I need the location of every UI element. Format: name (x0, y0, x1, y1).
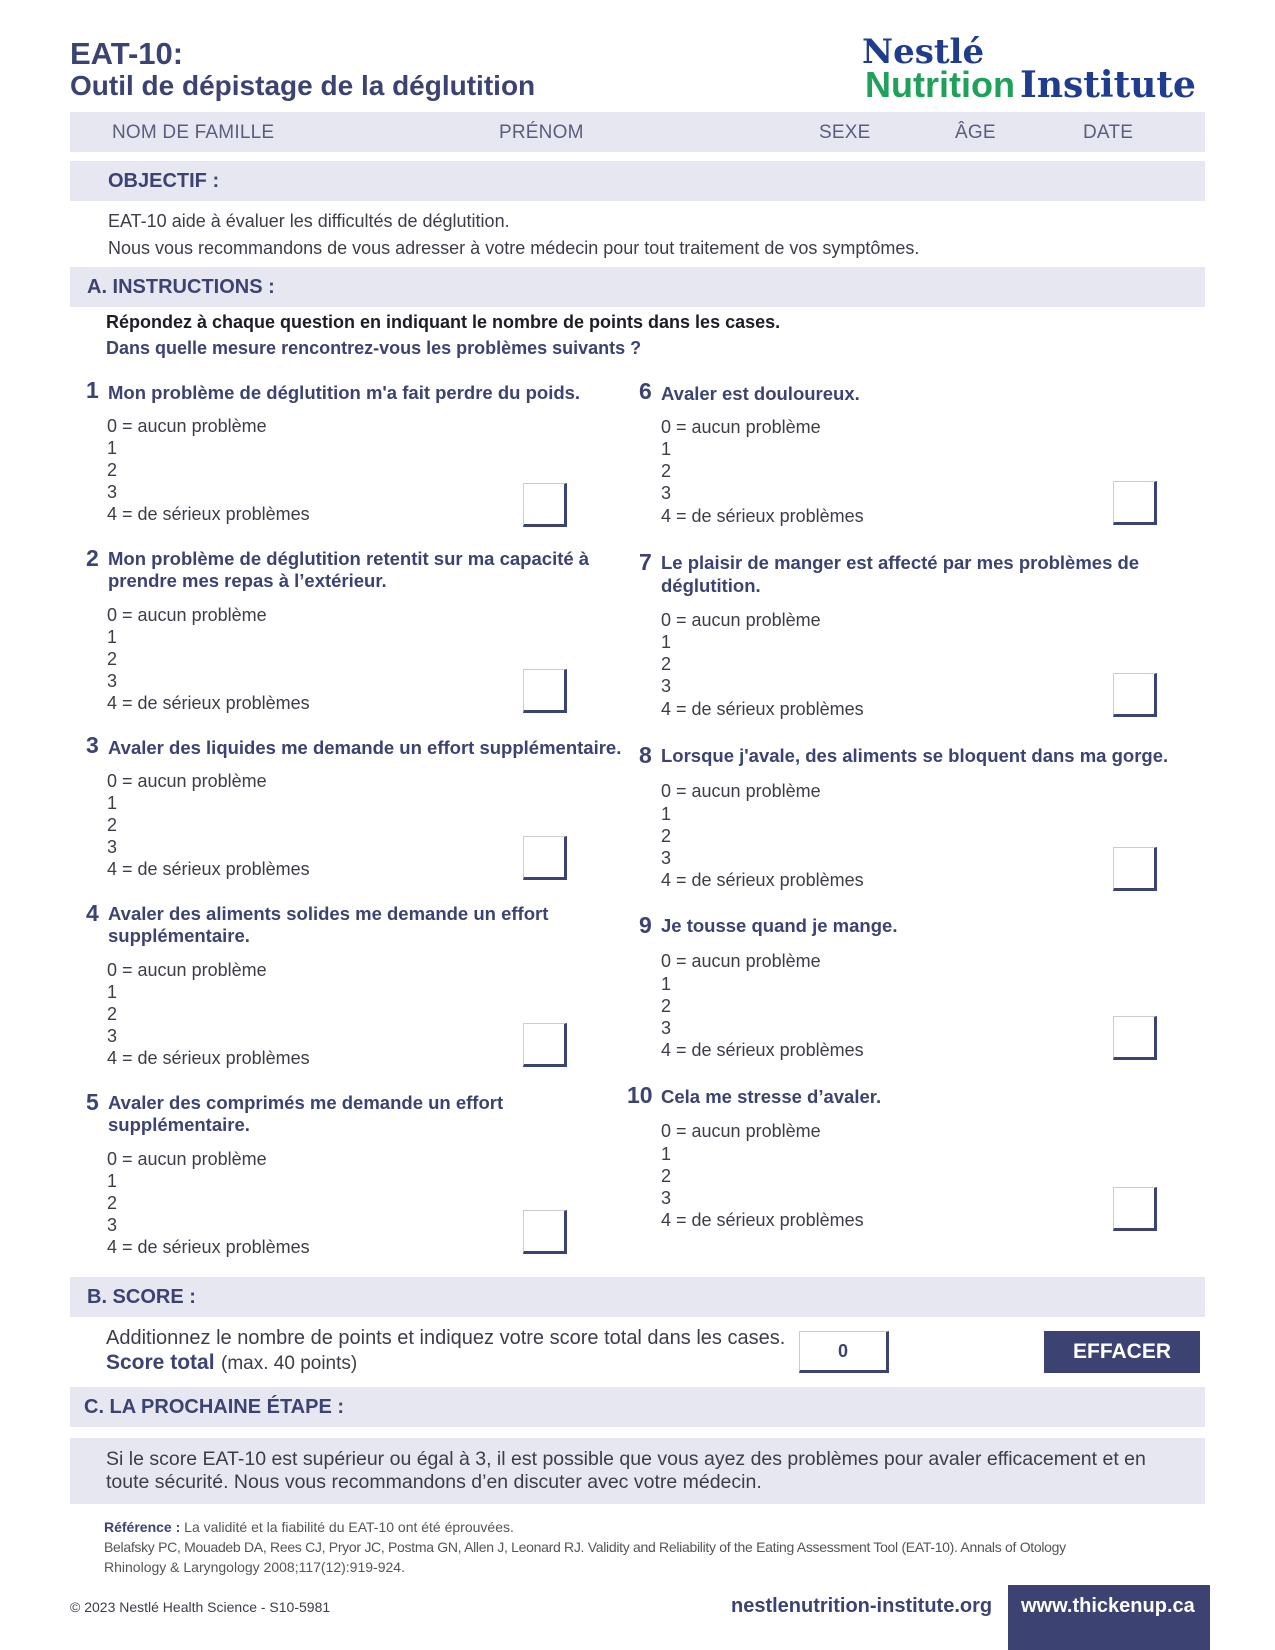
option-2: 2 (107, 649, 118, 669)
question-number: 10 (627, 1082, 653, 1108)
question-text-cont: déglutition. (661, 575, 761, 596)
score-input-q7[interactable] (1113, 673, 1157, 717)
option-1: 1 (107, 982, 118, 1002)
score-label: B. SCORE : (87, 1286, 196, 1308)
score-input-q5[interactable] (523, 1210, 567, 1254)
logo-nestle-text: Nestlé (862, 32, 985, 72)
option-0: 0 = aucun problème (661, 610, 821, 630)
option-3: 3 (661, 1018, 672, 1038)
option-3: 3 (661, 1188, 672, 1208)
question-text-cont: supplémentaire. (108, 925, 250, 946)
next-step-label: C. LA PROCHAINE ÉTAPE : (84, 1396, 345, 1418)
option-4: 4 = de sérieux problèmes (661, 1040, 864, 1060)
option-1: 1 (661, 439, 672, 459)
objective-band (70, 161, 1205, 201)
question-number: 7 (639, 549, 652, 575)
option-2: 2 (107, 1193, 118, 1213)
logo-nutrition-text: Nutrition (865, 64, 1015, 105)
question-text-cont: prendre mes repas à l’extérieur. (108, 570, 387, 591)
score-input-q10[interactable] (1113, 1187, 1157, 1231)
question-text: Avaler des comprimés me demande un effort (108, 1092, 504, 1113)
option-2: 2 (661, 1166, 672, 1186)
option-0: 0 = aucun problème (661, 951, 821, 971)
option-3: 3 (661, 676, 672, 696)
reference-intro: La validité et la fiabilité du EAT-10 ont été éprouvées. (184, 1519, 514, 1535)
option-2: 2 (661, 826, 672, 846)
question-text: Mon problème de déglutition m'a fait perdre du poids. (108, 382, 581, 403)
option-2: 2 (107, 1004, 118, 1024)
last-name-field[interactable]: NOM DE FAMILLE (112, 122, 275, 143)
option-0: 0 = aucun problème (107, 416, 267, 436)
option-4: 4 = de sérieux problèmes (661, 506, 864, 526)
question-number: 9 (639, 912, 652, 938)
score-total-field[interactable]: 0 (799, 1331, 889, 1373)
question-text: Avaler des liquides me demande un effort supplémentaire. (108, 737, 622, 758)
option-0: 0 = aucun problème (107, 771, 267, 791)
reference-citation-2: Rhinology & Laryngology 2008;117(12):919-924. (104, 1559, 405, 1575)
question-text: Le plaisir de manger est affecté par mes problèmes de (661, 552, 1140, 573)
question-text: Cela me stresse d’avaler. (661, 1086, 882, 1107)
option-2: 2 (107, 815, 118, 835)
option-1: 1 (107, 1171, 118, 1191)
clear-button[interactable]: EFFACER (1044, 1331, 1200, 1373)
option-0: 0 = aucun problème (107, 605, 267, 625)
first-name-field[interactable]: PRÉNOM (499, 122, 584, 143)
score-total-note: (max. 40 points) (221, 1353, 358, 1374)
option-4: 4 = de sérieux problèmes (107, 1237, 310, 1257)
score-input-q1[interactable] (523, 483, 567, 527)
option-4: 4 = de sérieux problèmes (107, 1048, 310, 1068)
option-0: 0 = aucun problème (661, 781, 821, 801)
reference-intro-line (104, 1519, 514, 1535)
score-input-q3[interactable] (523, 836, 567, 880)
copyright: © 2023 Nestlé Health Science - S10-5981 (70, 1599, 331, 1615)
objective-line1: EAT-10 aide à évaluer les difficultés de déglutition. (108, 211, 510, 231)
objective-line2: Nous vous recommandons de vous adresser à votre médecin pour tout traitement de vos symptômes. (108, 238, 920, 258)
instructions-band (70, 267, 1205, 307)
question-number: 8 (639, 742, 652, 768)
next-step-line1: Si le score EAT-10 est supérieur ou égal à 3, il est possible que vous ayez des problèmes pour avaler efficacement et en (106, 1448, 1146, 1470)
option-1: 1 (661, 1144, 672, 1164)
objective-label: OBJECTIF : (108, 170, 220, 192)
footer-url-box (1008, 1585, 1210, 1650)
question-number: 1 (86, 377, 99, 403)
question-number: 2 (86, 545, 99, 571)
reference-citation-1: Belafsky PC, Mouadeb DA, Rees CJ, Pryor JC, Postma GN, Allen J, Leonard RJ. Validity and Reliability of the Eating Assessment Tool (EAT-10). Annals of Otology (104, 1539, 1066, 1555)
score-instruction: Additionnez le nombre de points et indiquez votre score total dans les cases. (106, 1327, 786, 1349)
score-input-q4[interactable] (523, 1023, 567, 1067)
option-3: 3 (107, 671, 118, 691)
question-text: Lorsque j'avale, des aliments se bloquent dans ma gorge. (661, 745, 1169, 766)
question-number: 4 (86, 900, 99, 926)
option-4: 4 = de sérieux problèmes (661, 699, 864, 719)
logo-institute-text: Institute (1020, 64, 1196, 106)
option-3: 3 (107, 1215, 118, 1235)
option-0: 0 = aucun problème (661, 417, 821, 437)
instructions-line2: Dans quelle mesure rencontrez-vous les problèmes suivants ? (106, 338, 642, 358)
option-1: 1 (107, 793, 118, 813)
next-step-line2: toute sécurité. Nous vous recommandons d’en discuter avec votre médecin. (106, 1471, 762, 1493)
score-input-q9[interactable] (1113, 1016, 1157, 1060)
option-0: 0 = aucun problème (661, 1121, 821, 1141)
score-input-q2[interactable] (523, 669, 567, 713)
option-2: 2 (661, 654, 672, 674)
date-field[interactable]: DATE (1083, 122, 1134, 143)
option-2: 2 (661, 461, 672, 481)
option-4: 4 = de sérieux problèmes (661, 870, 864, 890)
page-title: EAT-10: (70, 36, 184, 71)
question-number: 5 (86, 1089, 99, 1115)
option-3: 3 (107, 1026, 118, 1046)
instructions-label: A. INSTRUCTIONS : (87, 276, 275, 298)
option-3: 3 (107, 837, 118, 857)
option-1: 1 (661, 804, 672, 824)
option-4: 4 = de sérieux problèmes (107, 859, 310, 879)
option-0: 0 = aucun problème (107, 960, 267, 980)
question-number: 3 (86, 732, 99, 758)
question-number: 6 (639, 378, 652, 404)
question-text-cont: supplémentaire. (108, 1114, 250, 1135)
question-text: Je tousse quand je mange. (661, 915, 898, 936)
option-0: 0 = aucun problème (107, 1149, 267, 1169)
option-1: 1 (661, 632, 672, 652)
question-text: Mon problème de déglutition retentit sur ma capacité à (108, 548, 590, 569)
footer-link-thickenup[interactable]: www.thickenup.ca (1021, 1595, 1195, 1617)
option-3: 3 (661, 848, 672, 868)
instructions-line1: Répondez à chaque question en indiquant le nombre de points dans les cases. (106, 312, 781, 332)
sex-field[interactable]: SEXE (819, 122, 871, 143)
option-3: 3 (661, 483, 672, 503)
option-4: 4 = de sérieux problèmes (661, 1210, 864, 1230)
option-1: 1 (107, 438, 118, 458)
option-2: 2 (107, 460, 118, 480)
page-subtitle: Outil de dépistage de la déglutition (70, 70, 536, 101)
footer-link-nestle[interactable]: nestlenutrition-institute.org (731, 1595, 993, 1617)
next-step-band (70, 1387, 1205, 1427)
age-field[interactable]: ÂGE (955, 122, 996, 143)
patient-info-bar (70, 112, 1205, 152)
next-step-box (70, 1438, 1205, 1504)
option-1: 1 (107, 627, 118, 647)
score-input-q8[interactable] (1113, 847, 1157, 891)
reference-label: Référence : (104, 1519, 181, 1535)
option-3: 3 (107, 482, 118, 502)
question-text: Avaler est douloureux. (661, 383, 860, 404)
option-4: 4 = de sérieux problèmes (107, 504, 310, 524)
option-2: 2 (661, 996, 672, 1016)
score-band (70, 1277, 1205, 1317)
option-1: 1 (661, 974, 672, 994)
score-input-q6[interactable] (1113, 481, 1157, 525)
option-4: 4 = de sérieux problèmes (107, 693, 310, 713)
score-total-label: Score total (106, 1351, 215, 1374)
question-text: Avaler des aliments solides me demande un effort (108, 903, 549, 924)
